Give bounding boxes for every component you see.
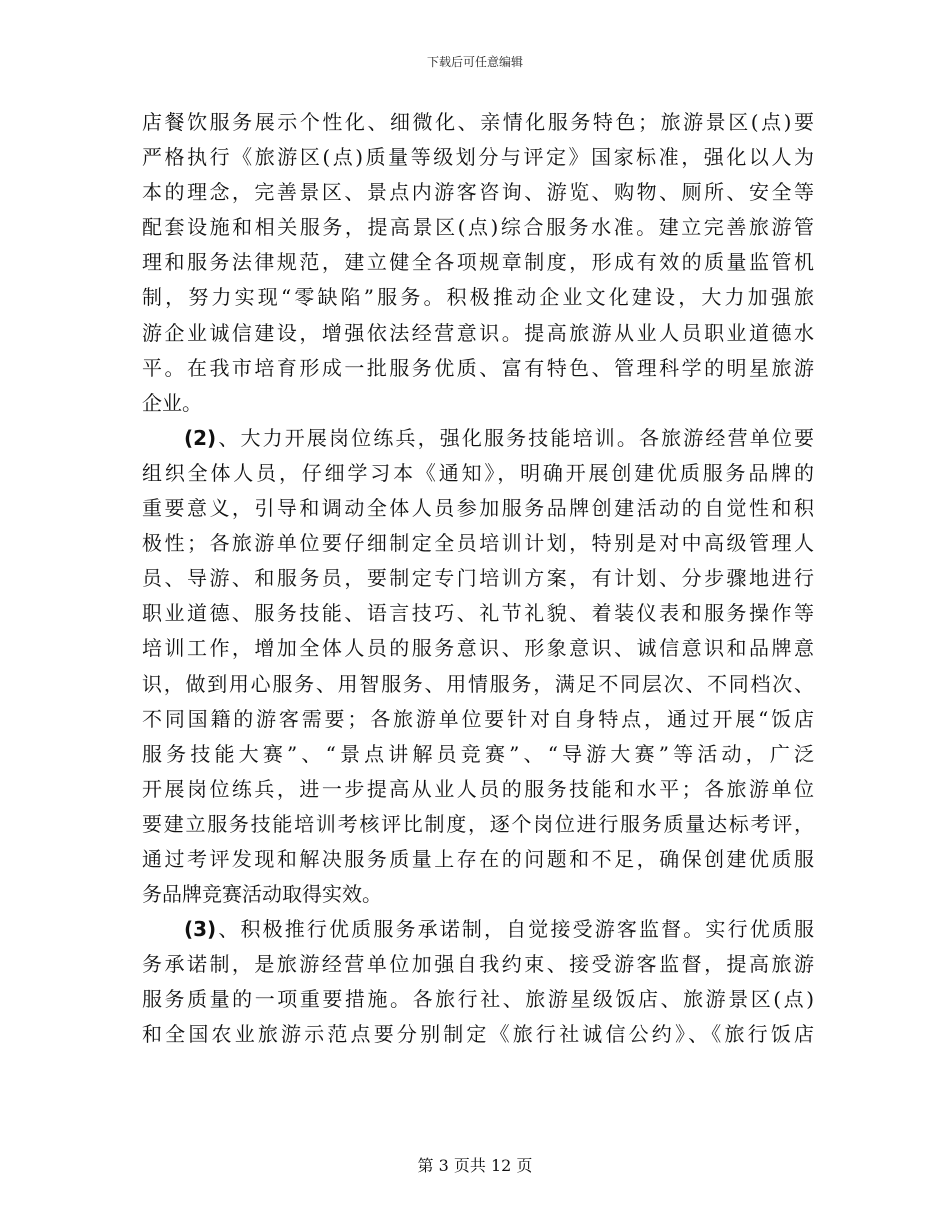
text-line: 不同国籍的游客需要；各旅游单位要针对自身特点，通过开展“饭店 bbox=[142, 706, 814, 731]
text-line: 极性；各旅游单位要仔细制定全员培训计划，特别是对中高级管理人 bbox=[142, 531, 814, 556]
paragraph-first-line bbox=[142, 912, 814, 947]
text-line: 游企业诚信建设，增强依法经营意识。提高旅游从业人员职业道德水 bbox=[142, 320, 814, 345]
text-line: 员、导游、和服务员，要制定专门培训方案，有计划、分步骤地进行 bbox=[142, 566, 814, 591]
text-line: 制，努力实现“零缺陷”服务。积极推动企业文化建设，大力加强旅 bbox=[142, 285, 814, 310]
text-line: 通过考评发现和解决服务质量上存在的问题和不足，确保创建优质服 bbox=[142, 846, 814, 871]
text-line: 要建立服务技能培训考核评比制度，逐个岗位进行服务质量达标考评， bbox=[142, 811, 814, 836]
text-line: 务品牌竞赛活动取得实效。 bbox=[142, 882, 382, 907]
text-line: 务承诺制，是旅游经营单位加强自我约束、接受游客监督，提高旅游 bbox=[142, 952, 814, 977]
text-line: 组织全体人员，仔细学习本《通知》，明确开展创建优质服务品牌的 bbox=[142, 460, 814, 485]
text-line: 本的理念，完善景区、景点内游客咨询、游览、购物、厕所、安全等 bbox=[142, 180, 814, 205]
text-line: 企业。 bbox=[142, 390, 202, 415]
text-run: 、大力开展岗位练兵，强化服务技能培训。各旅游经营单位要 bbox=[216, 425, 814, 450]
paragraph-first-line bbox=[142, 421, 814, 456]
text-line: 平。在我市培育形成一批服务优质、富有特色、管理科学的明星旅游 bbox=[142, 355, 814, 380]
text-line: 重要意义，引导和调动全体人员参加服务品牌创建活动的自觉性和积 bbox=[142, 496, 814, 521]
document-body bbox=[142, 105, 814, 1053]
item-number: (3) bbox=[184, 917, 217, 942]
text-line: 严格执行《旅游区(点)质量等级划分与评定》国家标准，强化以人为 bbox=[142, 145, 814, 170]
text-line: 开展岗位练兵，进一步提高从业人员的服务技能和水平；各旅游单位 bbox=[142, 776, 814, 801]
item-number: (2) bbox=[184, 425, 217, 450]
text-line: 和全国农业旅游示范点要分别制定《旅行社诚信公约》、《旅行饭店 bbox=[142, 1022, 814, 1047]
text-line: 理和服务法律规范，建立健全各项规章制度，形成有效的质量监管机 bbox=[142, 250, 814, 275]
text-run: 、积极推行优质服务承诺制，自觉接受游客监督。实行优质服 bbox=[216, 917, 814, 942]
text-line: 店餐饮服务展示个性化、细微化、亲情化服务特色；旅游景区(点)要 bbox=[142, 110, 814, 134]
text-line: 培训工作，增加全体人员的服务意识、形象意识、诚信意识和品牌意 bbox=[142, 636, 814, 661]
text-line: 配套设施和相关服务，提高景区(点)综合服务水准。建立完善旅游管 bbox=[142, 215, 814, 240]
text-line: 职业道德、服务技能、语言技巧、礼节礼貌、着装仪表和服务操作等 bbox=[142, 601, 814, 626]
page-header: 下载后可任意编辑 bbox=[426, 55, 523, 69]
text-line: 识，做到用心服务、用智服务、用情服务，满足不同层次、不同档次、 bbox=[142, 671, 814, 696]
text-line: 服务技能大赛”、“景点讲解员竞赛”、“导游大赛”等活动，广泛 bbox=[142, 741, 814, 766]
page-footer: 第 3 页共 12 页 bbox=[417, 1156, 533, 1175]
text-line: 服务质量的一项重要措施。各旅行社、旅游星级饭店、旅游景区(点) bbox=[142, 987, 814, 1012]
